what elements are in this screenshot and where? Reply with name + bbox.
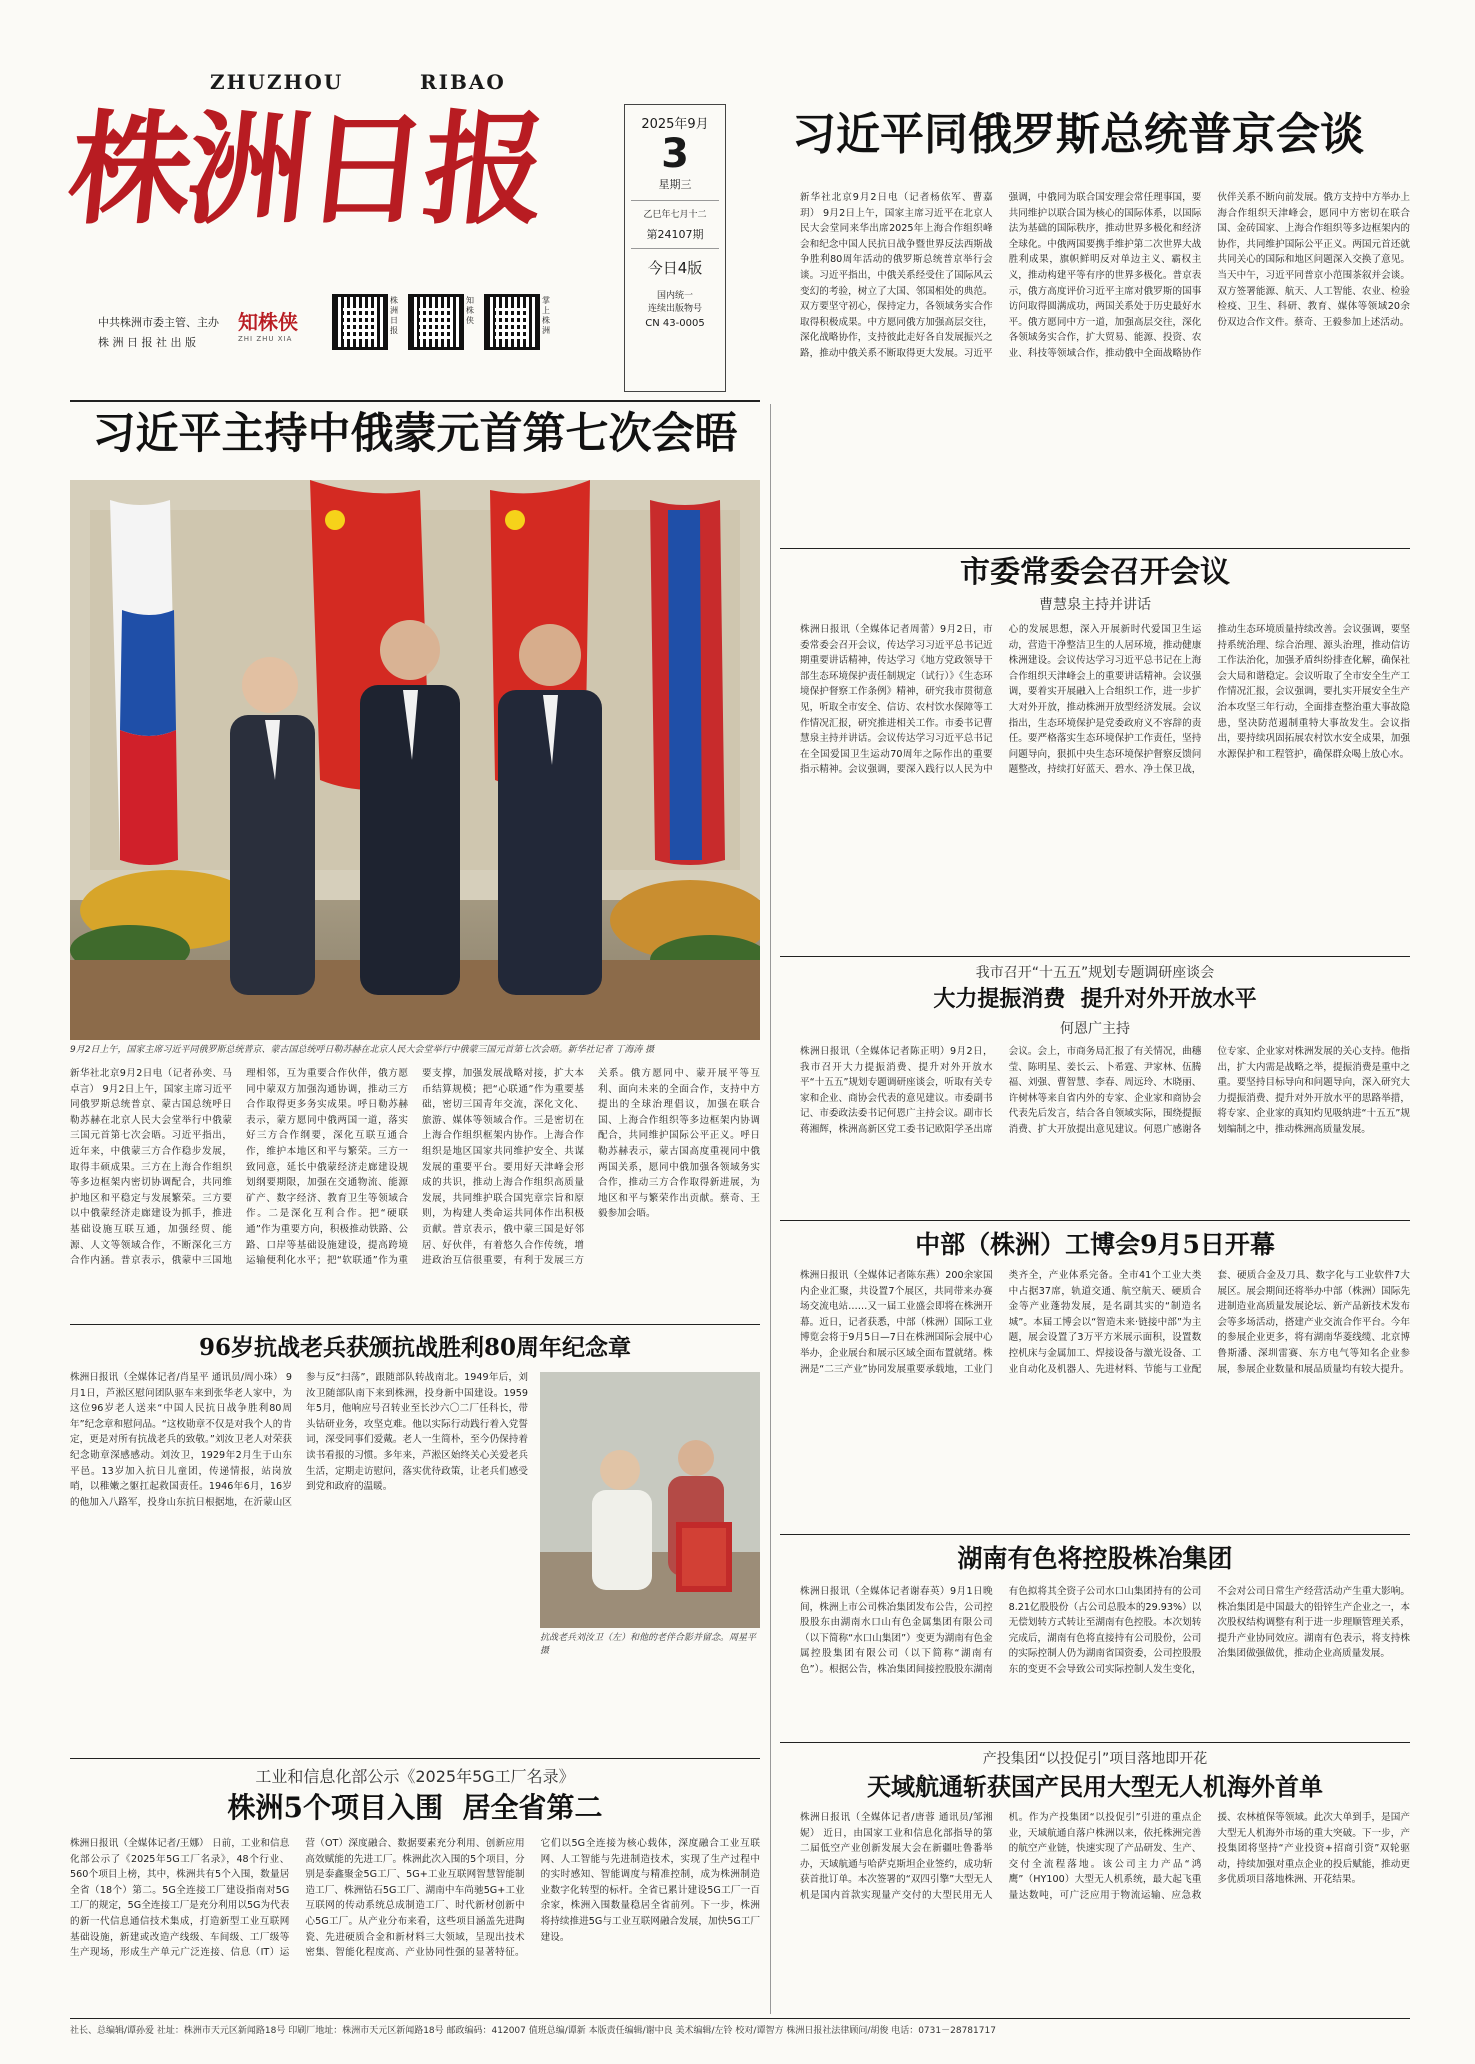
qr-code-zhizhuxia[interactable] — [408, 294, 464, 350]
consumption-rule — [780, 956, 1410, 957]
fiveg-headline: 株洲5个项目入围 居全省第二 — [227, 1791, 603, 1824]
cn-label-1: 国内统一 — [656, 291, 693, 301]
consumption-headline: 大力提振消费 提升对外开放水平 — [933, 987, 1257, 1012]
date-year-month: 2025年9月 — [641, 117, 709, 132]
qr-label-3: 掌上株洲 — [542, 296, 550, 335]
lead-rule — [70, 400, 760, 402]
expo-body: 株洲日报讯（全媒体记者陈东燕）200余家国内企业汇聚，共设置7个展区，共同带来办赛场交流电站……又一届工业盛会即将在株洲开幕。近日，记者获悉，中部（株洲）国际工业博览会将于9月5日—7日在株洲国际会展中心举办，企业展台和展示区域全面布置就绪。株洲是“二三产业”协同发展重要承载地，工业门类齐全，产业体系完备。全市41个工业大类中占据37席，轨道交通、航空航天、硬质合金等产业蓬勃发展，是名副其实的“制造名城”。本届工博会以“智造未来·链接中部”为主题，展会设置了3万平方米展示面积，设置数控机床与金属加工、焊接设备与激光设备、工业自动化及机器人、先进材料、节能与工业配套、硬质合金及刀具、数字化与工业软件7大展区。展会期间还将举办中部（株洲）国际先进制造业高质量发展论坛、新产品新技术发布会等多场活动，搭建产业交流合作平台。今年的参展企业更多，将有湖南华菱线缆、北京博鲁斯潘、深圳雷赛、东方电气等知名企业参展，参展企业数量和展品质量均有较大提升。 — [800, 1270, 1410, 1375]
putin-headline: 习近平同俄罗斯总统普京会谈 — [792, 109, 1364, 160]
veteran-photo-caption: 抗战老兵刘汝卫（左）和他的老伴合影并留念。周星平 摄 — [540, 1633, 757, 1656]
page-count: 今日4版 — [647, 259, 703, 277]
fiveg-rule — [70, 1758, 760, 1759]
veteran-photo-illustration — [540, 1372, 760, 1628]
summit-photo-illustration — [70, 480, 760, 1040]
expo-rule — [780, 1220, 1410, 1221]
flag-mongolia — [650, 500, 725, 865]
veteran-photo — [540, 1372, 760, 1628]
app-logo — [238, 306, 314, 350]
publisher-line-1: 中共株洲市委主管、主办 — [98, 316, 219, 329]
expo-headline: 中部（株洲）工博会9月5日开幕 — [915, 1230, 1275, 1259]
qr-code-zhangshang[interactable] — [484, 294, 540, 350]
drone-body: 株洲日报讯（全媒体记者/唐蓉 通讯员/邹湘妮） 近日，由国家工业和信息化部指导的第二届低空产业创新发展大会在新疆吐鲁番举办，天域航通与哈萨克斯坦企业签约，成功斩获首批订单。本次签署的“双四引擎”大型无人机是国内首款实现量产交付的大型民用无人机。作为产投集团“以投促引”引进的重点企业，天域航通自落户株洲以来，依托株洲完善的航空产业链，快速实现了产品研发、生产、交付全流程落地。该公司主力产品“鸿鹰”（HY100）大型无人机系统，最大起飞重量达数吨，可广泛应用于物流运输、应急救援、农林植保等领域。此次大单到手，是国产大型无人机海外市场的重大突破。下一步，产投集团将坚持“产业投资+招商引资”双轮驱动，持续加强对重点企业的投后赋能，推动更多优质项目落地株洲、开花结果。 — [800, 1812, 1410, 1901]
veteran-headline: 96岁抗战老兵获颁抗战胜利80周年纪念章 — [198, 1334, 631, 1361]
footer-line: 社长、总编辑/谭孙爱 社址：株洲市天元区新闻路18号 印刷厂地址：株洲市天元区新闻路18号 邮政编码：412007 值班总编/谭新 本版责任编辑/谢中良 美术编辑/左铃 校对/谭智方 株洲日报社法律顾问/胡俊 电话：0731－28781717 — [70, 2026, 996, 2036]
app-name: 知株侠 — [238, 310, 298, 334]
drone-headline: 天域航通斩获国产民用大型无人机海外首单 — [867, 1772, 1323, 1801]
qr-code-ribao[interactable] — [332, 294, 388, 350]
cn-number: CN 43-0005 — [645, 318, 705, 329]
date-day: 3 — [661, 131, 689, 177]
qr-label-1: 株洲日报 — [390, 296, 398, 335]
column-divider — [770, 404, 771, 2014]
standing-body: 株洲日报讯（全媒体记者周蕾）9月2日，市委常委会召开会议，传达学习习近平总书记近期重要讲话精神，传达学习《地方党政领导干部生态环境保护责任制规定（试行）》《生态环境保护督察工作条例》精神，研究我市贯彻意见，听取全市安全、信访、农村饮水保障等工作情况汇报，研究推进相关工作。市委书记曹慧泉主持并讲话。会议传达学习习近平总书记在全国爱国卫生运动70周年之际作出的重要指示精神。会议强调，要深入践行以人民为中心的发展思想，深入开展新时代爱国卫生运动，营造干净整洁卫生的人居环境，推动健康株洲建设。会议传达学习习近平总书记在上海合作组织天津峰会上的重要讲话精神。会议强调，要着实开展融入上合组织工作，进一步扩大对外开放，推动株洲开放型经济发展。会议指出，生态环境保护是党委政府义不容辞的责任。要严格落实生态环境保护工作责任，坚持问题导向，狠抓中央生态环境保护督察反馈问题整改，持续打好蓝天、碧水、净土保卫战，推动生态环境质量持续改善。会议强调，要坚持系统治理、综合治理、源头治理，推动信访工作法治化，加强矛盾纠纷排查化解，确保社会大局和谐稳定。会议听取了全市安全生产工作情况汇报，会议强调，要扎实开展安全生产治本攻坚三年行动，全面排查整治重大事故隐患，坚决防范遏制重特大事故发生。会议指出，要持续巩固拓展农村饮水安全成果，加强水源保护和工程管护，确保群众喝上放心水。 — [800, 624, 1410, 776]
drone-kicker: 产投集团“以投促引”项目落地即开花 — [982, 1751, 1208, 1767]
nonferrous-headline: 湖南有色将控股株冶集团 — [957, 1544, 1233, 1573]
flag-russia — [110, 500, 178, 865]
consumption-byline: 何恩广主持 — [1060, 1021, 1130, 1037]
qr-label-2: 知株侠 — [466, 296, 474, 325]
lead-headline: 习近平主持中俄蒙元首第七次会晤 — [92, 409, 738, 459]
veteran-body-tail — [540, 1664, 760, 1752]
nonferrous-body: 株洲日报讯（全媒体记者谢春英）9月1日晚间，株洲上市公司株冶集团发布公告，公司控股股东由湖南水口山有色金属集团有限公司（以下简称“水口山集团”）变更为湖南有色金属控股集团有限公司（以下简称“湖南有色”）。根据公告，株冶集团间接控股股东湖南有色拟将其全资子公司水口山集团持有的公司8.21亿股股份（占公司总股本的29.93%）以无偿划转方式转让至湖南有色控股。本次划转完成后，湖南有色将直接持有公司股份，公司的实际控制人仍为湖南省国资委，公司控股股东的变更不会导致公司实际控制人发生变化，不会对公司日常生产经营活动产生重大影响。株冶集团是中国最大的铅锌生产企业之一，本次股权结构调整有利于进一步理顺管理关系，提升产业协同效应。湖南有色表示，将支持株冶集团做强做优，推动企业高质量发展。 — [800, 1586, 1410, 1675]
nonferrous-rule — [780, 1534, 1410, 1535]
app-sub: ZHI ZHU XIA — [238, 335, 293, 343]
drone-rule — [780, 1742, 1410, 1743]
standing-rule — [780, 548, 1410, 549]
consumption-body: 株洲日报讯（全媒体记者陈正明）9月2日，我市召开大力提振消费、提升对外开放水平“十五五”规划专题调研座谈会，听取有关专家和企业、商协会代表的意见建议。市委副书记、市委政法委书记何恩广主持会议。副市长蒋湘辉，株洲高新区党工委书记欧阳学圣出席会议。会上，市商务局汇报了有关情况，曲穗莹、陈明星、姜长云、卜希霆、尹家林、伍腾福、刘强、曹智慧、李春、周远玲、木晓丽、许树林等来自省内外的专家、企业家和商协会代表先后发言，结合各自领域实际，围绕提振消费、扩大开放提出意见建议。何恩广感谢各位专家、企业家对株洲发展的关心支持。他指出，扩大内需是战略之举，提振消费是重中之重。要坚持目标导向和问题导向，深入研究大力提振消费、提升对外开放水平的思路举措，将专家、企业家的真知灼见吸纳进“十五五”规划编制之中，推动株洲高质量发展。 — [800, 1046, 1410, 1135]
fiveg-kicker: 工业和信息化部公示《2025年5G工厂名录》 — [255, 1767, 575, 1786]
publisher-line-2: 株 洲 日 报 社 出 版 — [98, 336, 196, 349]
footer-rule — [70, 2018, 1410, 2019]
standing-headline: 市委常委会召开会议 — [960, 555, 1230, 590]
standing-subhead: 曹慧泉主持并讲话 — [1039, 597, 1151, 613]
lunar-date: 乙巳年七月十二 — [643, 210, 707, 220]
fiveg-body: 株洲日报讯（全媒体记者/王娜） 日前，工业和信息化部公示了《2025年5G工厂名录》，48个行业、560个项目上榜，其中，株洲共有5个入围，数量居全省（18个）第二。5G全连接工厂建设指南对5G工厂的规定，5G全连接工厂是充分利用以5G为代表的新一代信息通信技术集成，打造新型工业互联网基础设施，新建或改造产线级、车间级、工厂级等生产现场，形成生产单元广泛连接、信息（IT）运营（OT）深度融合、数据要素充分利用、创新应用高效赋能的先进工厂。株洲此次入围的5个项目，分别是泰鑫聚金5G工厂、5G+工业互联网智慧智能制造工厂、株洲钻石5G工厂、湖南中车尚驰5G+工业互联网的传动系统总成制造工厂、时代新材创新中心5G工厂。从产业分布来看，这些项目涵盖先进陶瓷、先进硬质合金和新材料三大领域，呈现出技术密集、智能化程度高、产业协同性强的显著特征。它们以5G全连接为核心载体，深度融合工业互联网、人工智能与先进制造技术，实现了生产过程中的实时感知、智能调度与精准控制，成为株洲制造业数字化转型的标杆。全省已累计建设5G工厂一百余家，株洲入围数量稳居全省前列。下一步，株洲将持续推进5G与工业互联网融合发展，加快5G工厂建设。 — [70, 1838, 760, 1959]
issue-number: 第24107期 — [646, 228, 704, 241]
date-box — [624, 104, 726, 392]
putin-body: 新华社北京9月2日电（记者杨依军、曹嘉玥） 9月2日上午，国家主席习近平在北京人民大会堂同来华出席2025年上海合作组织峰会和纪念中国人民抗日战争暨世界反法西斯战争胜利80周年活动的俄罗斯总统普京举行会谈。习近平指出，中俄关系经受住了国际风云变幻的考验，树立了大国、邻国相处的典范。双方要坚守初心，保持定力，各领域务实合作取得积极成果。中方愿同俄方加强高层交往，深化战略协作，支持彼此走好各自发展振兴之路，推动中俄关系不断取得更大发展。习近平强调，中俄同为联合国安理会常任理事国，要共同维护以联合国为核心的国际体系，以国际法为基础的国际秩序，推动世界多极化和经济全球化。中俄两国要携手维护第二次世界大战胜利成果，旗帜鲜明反对单边主义、霸权主义，推动构建平等有序的世界多极化。普京表示，俄方高度评价习近平主席对俄罗斯的国事访问取得圆满成功，两国关系处于历史最好水平。俄方愿同中方一道，加强高层交往，深化各领域务实合作，扩大贸易、能源、投资、农业、科技等领域合作，推动俄中全面战略协作伙伴关系不断向前发展。俄方支持中方举办上海合作组织天津峰会，愿同中方密切在联合国、金砖国家、上海合作组织等多边框架内的协作，共同维护国际公平正义。两国元首还就共同关心的国际和地区问题深入交换了意见。当天中午，习近平同普京小范围茶叙并会谈。双方签署能源、航天、人工智能、农业、检验检疫、卫生、科研、教育、媒体等领域20余份双边合作文件。蔡奇、王毅参加上述活动。 — [800, 192, 1410, 359]
masthead-pinyin-left: ZHUZHOU — [210, 70, 344, 94]
lead-photo — [70, 480, 760, 1040]
cn-label-2: 连续出版物号 — [647, 304, 702, 314]
lead-body: 新华社北京9月2日电（记者孙奕、马卓言） 9月2日上午，国家主席习近平同俄罗斯总统普京、蒙古国总统呼日勒苏赫在北京人民大会堂举行中俄蒙三国元首第七次会晤。习近平指出，近年来，中俄蒙三方合作稳步发展，取得丰硕成果。三方在上海合作组织等多边框架内密切协调配合，共同维护地区和平稳定与发展繁荣。三方要以中俄蒙经济走廊建设为抓手，推进基础设施互联互通，加强经贸、能源、人文等领域合作，不断深化三方合作内涵。普京表示，俄蒙中三国地理相邻，互为重要合作伙伴，俄方愿同中蒙双方加强沟通协调，推动三方合作取得更多务实成果。呼日勒苏赫表示，蒙方愿同中俄两国一道，落实好三方合作纲要，深化互联互通合作，维护本地区和平与繁荣。三方一致同意，延长中俄蒙经济走廊建设规划纲要期限，加强在交通物流、能源矿产、数字经济、教育卫生等领域合作。二是深化互利合作。把“硬联通”作为重要方向，积极推动铁路、公路、口岸等基础设施建设，提高跨境运输便利化水平；把“软联通”作为重要支撑，加强发展战略对接，扩大本币结算规模；把“心联通”作为重要基础，密切三国青年交流，深化文化、旅游、媒体等领域合作。三是密切在上海合作组织框架内协作。上海合作组织是地区国家共同维护安全、共谋发展的重要平台。要用好天津峰会形成的共识，推动上海合作组织高质量发展，共同维护联合国宪章宗旨和原则，为构建人类命运共同体作出积极贡献。普京表示，俄中蒙三国是好邻居、好伙伴，有着悠久合作传统，增进政治互信很重要，有利于发展三方关系。俄方愿同中、蒙开展平等互利、面向未来的全面合作，支持中方提出的全球治理倡议，加强在联合国、上海合作组织等多边框架内协调配合，共同维护国际公平正义。呼日勒苏赫表示，蒙古国高度重视同中俄两国关系，愿同中俄加强各领域务实合作，推动三方合作取得新进展，为地区和平与繁荣作出贡献。蔡奇、王毅参加会晤。 — [70, 1068, 760, 1267]
masthead-pinyin-right: RIBAO — [420, 70, 506, 94]
weekday: 星期三 — [658, 178, 692, 191]
veteran-rule — [70, 1324, 760, 1325]
lead-photo-caption: 9月2日上午，国家主席习近平同俄罗斯总统普京、蒙古国总统呼日勒苏赫在北京人民大会堂举行中俄蒙三国元首第七次会晤。新华社记者 丁海涛 摄 — [70, 1045, 655, 1055]
veteran-body: 株洲日报讯（全媒体记者/肖星平 通讯员/周小珠） 9月1日，芦淞区慰问团队驱车来到张华老人家中，为这位96岁老人送来“中国人民抗日战争胜利80周年”纪念章和慰问品。“这枚勋章不仅是对我个人的肯定，更是对所有抗战老兵的致敬。”刘汝卫老人对荣获纪念勋章深感感动。刘汝卫，1929年2月生于山东平邑。13岁加入抗日儿童团，传递情报，站岗放哨，以稚嫩之躯扛起救国责任。1946年6月，16岁的他加入八路军，投身山东抗日根据地，在沂蒙山区参与反“扫荡”，跟随部队转战南北。1949年后，刘汝卫随部队南下来到株洲，投身新中国建设。1959年5月，他响应号召转业至长沙六〇二厂任科长，带头钻研业务，攻坚克难。他以实际行动践行着入党誓词，深受同事们爱戴。老人一生简朴，至今仍保持着读书看报的习惯。多年来，芦淞区始终关心关爱老兵生活，定期走访慰问，落实优待政策，让老兵们感受到党和政府的温暖。 — [70, 1372, 528, 1508]
consumption-kicker: 我市召开“十五五”规划专题调研座谈会 — [975, 965, 1215, 981]
masthead-title: 株洲日报 — [62, 97, 550, 241]
